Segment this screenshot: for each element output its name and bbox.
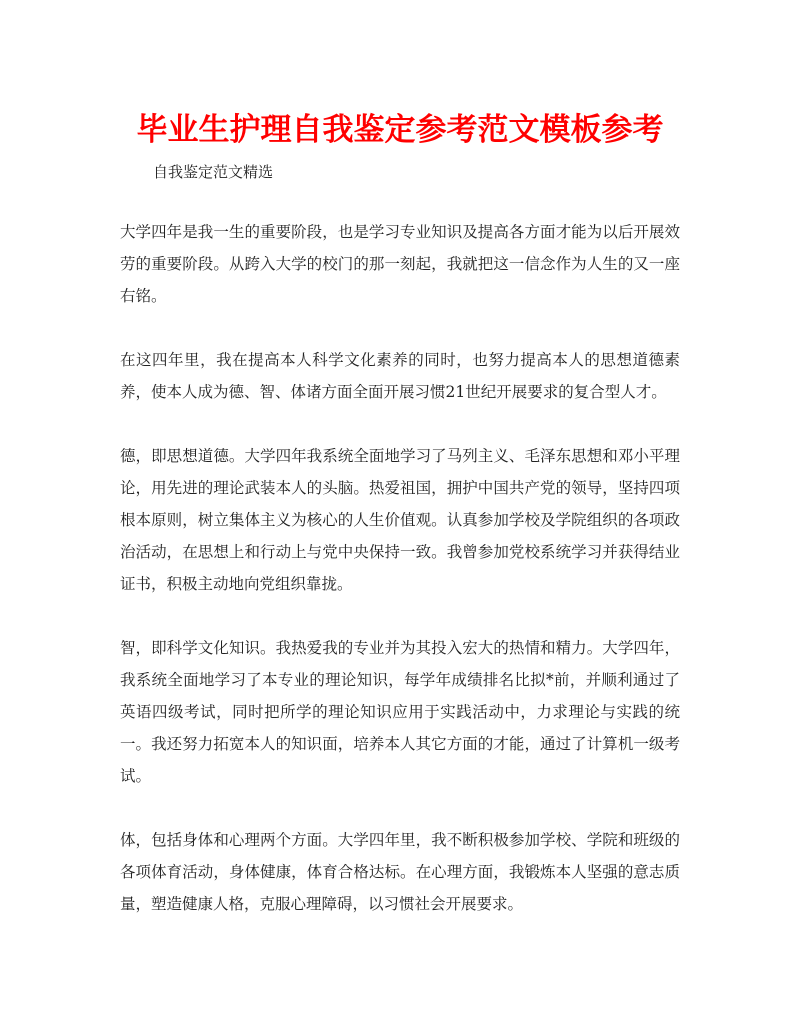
paragraph-morality: 德，即思想道德。大学四年我系统全面地学习了马列主义、毛泽东思想和邓小平理论，用先进的理论武装本人的头脑。热爱祖国，拥护中国共产党的领导，坚持四项根本原则，树立集体主义为核心的人生价值观。认真参加学校及学院组织的各项政治活动，在思想上和行动上与党中央保持一致。我曾参加党校系统学习并获得结业证书，积极主动地向党组织靠拢。 xyxy=(120,447,680,593)
document-subtitle: 自我鉴定范文精选 xyxy=(153,163,274,181)
paragraph-knowledge: 智，即科学文化知识。我热爱我的专业并为其投入宏大的热情和精力。大学四年，我系统全面地学习了本专业的理论知识，每学年成绩排名比拟*前，并顺利通过了英语四级考试，同时把所学的理论知识应用于实践活动中，力求理论与实践的统一。我还努力拓宽本人的知识面，培养本人其它方面的才能，通过了计算机一级考试。 xyxy=(120,639,680,785)
paragraph-physical: 体，包括身体和心理两个方面。大学四年里，我不断积极参加学校、学院和班级的各项体育活动，身体健康，体育合格达标。在心理方面，我锻炼本人坚强的意志质量，塑造健康人格，克服心理障碍，以习惯社会开展要求。 xyxy=(120,831,680,913)
paragraph-overview: 在这四年里，我在提高本人科学文化素养的同时，也努力提高本人的思想道德素养，使本人成为德、智、体诸方面全面开展习惯21世纪开展要求的复合型人才。 xyxy=(120,351,680,401)
document-body xyxy=(120,216,680,952)
paragraph-intro: 大学四年是我一生的重要阶段，也是学习专业知识及提高各方面才能为以后开展效劳的重要阶段。从跨入大学的校门的那一刻起，我就把这一信念作为人生的又一座右铭。 xyxy=(120,223,680,305)
document-title: 毕业生护理自我鉴定参考范文模板参考 xyxy=(136,112,664,148)
